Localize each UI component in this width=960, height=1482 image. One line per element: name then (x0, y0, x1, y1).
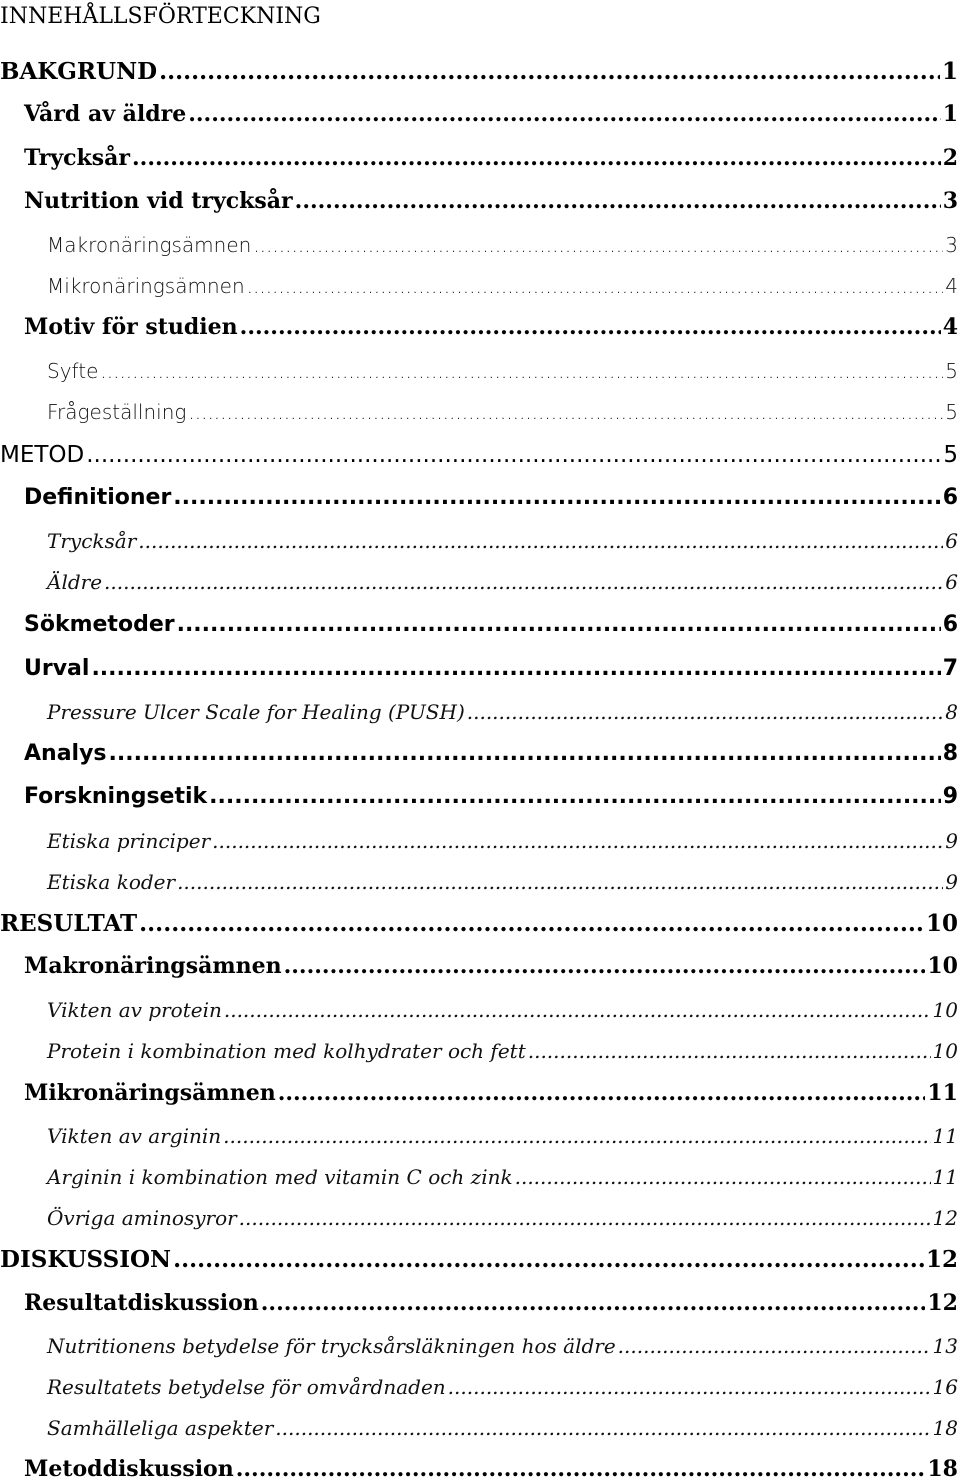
toc-entry-analys[interactable] (24, 741, 958, 766)
toc-entry-label: Resultatets betydelse för omvårdnaden (47, 1375, 446, 1399)
toc-entry-label: Syfte (47, 359, 99, 383)
toc-page-number: 6 (942, 612, 958, 637)
toc-page-number: 1 (941, 58, 958, 85)
dot-leader (86, 443, 941, 468)
toc-entry-label: Mikronäringsämnen (47, 274, 245, 298)
dot-leader (224, 1000, 931, 1022)
toc-page-number: 7 (942, 656, 958, 681)
toc-page-number: 10 (932, 1039, 958, 1063)
dot-leader (132, 147, 941, 171)
dot-leader (209, 785, 941, 809)
toc-page-number: 18 (927, 1456, 958, 1482)
dot-leader (91, 657, 940, 681)
toc-page-number: 6 (945, 570, 958, 594)
dot-leader (247, 276, 944, 298)
toc-entry-label: BAKGRUND (0, 58, 158, 85)
dot-leader (188, 103, 940, 127)
toc-entry-label: Sökmetoder (24, 612, 175, 637)
toc-page-number: 6 (945, 529, 958, 553)
toc-entry-definitioner[interactable] (24, 485, 958, 510)
toc-entry-diskussion[interactable] (0, 1246, 958, 1273)
toc-entry-label: Frågeställning (47, 400, 187, 424)
toc-entry-forskningsetik[interactable] (24, 784, 958, 809)
toc-entry-label: Pressure Ulcer Scale for Healing (PUSH) (47, 700, 465, 724)
toc-page-number: 10 (932, 998, 958, 1022)
toc-page-number: 2 (942, 145, 958, 171)
toc-page-number: 9 (945, 829, 958, 853)
toc-entry-label: Nutrition vid trycksår (24, 188, 293, 214)
toc-entry-label: Mikronäringsämnen (24, 1080, 276, 1106)
toc-entry-motiv-for-studien[interactable] (24, 314, 958, 340)
toc-entry-label: Övriga aminosyror (47, 1206, 237, 1230)
toc-entry-label: Protein i kombination med kolhydrater och fett (47, 1039, 526, 1063)
toc-page-number: 18 (932, 1416, 958, 1440)
toc-entry-label: Analys (24, 741, 107, 766)
dot-leader (515, 1167, 931, 1189)
toc-entry-label: Motiv för studien (24, 314, 238, 340)
toc-entry-label: Forskningsetik (24, 784, 208, 809)
toc-page-number: 4 (942, 314, 958, 340)
toc-entry-ovriga-aminosyror[interactable] (47, 1206, 958, 1230)
toc-page-number: 4 (945, 274, 958, 298)
dot-leader (173, 1248, 924, 1273)
toc-entry-mikronaringsamnen-res[interactable] (24, 1080, 958, 1106)
dot-leader (177, 613, 941, 637)
dot-leader (188, 402, 943, 424)
toc-page-number: 10 (927, 953, 958, 979)
toc-entry-urval[interactable] (24, 656, 958, 681)
toc-page-number: 6 (942, 485, 958, 510)
toc-entry-label: DISKUSSION (0, 1246, 172, 1273)
toc-entry-label: Trycksår (24, 145, 131, 171)
toc-page-number: 9 (942, 784, 958, 809)
toc-entry-label: Urval (24, 656, 90, 681)
toc-entry-arginin-kombination[interactable] (47, 1165, 958, 1189)
toc-page-number: 5 (943, 442, 958, 468)
dot-leader (239, 1208, 931, 1230)
toc-page-number: 11 (932, 1165, 958, 1189)
toc-entry-label: Trycksår (47, 529, 137, 553)
dot-leader (100, 361, 943, 383)
toc-entry-label: Vikten av protein (47, 998, 222, 1022)
dot-leader (275, 1418, 930, 1440)
dot-leader (159, 60, 940, 85)
toc-page-number: 3 (942, 188, 958, 214)
toc-page-number: 12 (932, 1206, 958, 1230)
toc-entry-label: Definitioner (24, 485, 172, 510)
dot-leader (253, 235, 943, 257)
toc-entry-nutrition-vid-trycksar[interactable] (24, 188, 958, 214)
dot-leader (240, 316, 941, 340)
dot-leader (212, 831, 943, 853)
dot-leader (278, 1082, 926, 1106)
dot-leader (177, 872, 943, 894)
toc-entry-fragestallning[interactable] (47, 400, 958, 424)
toc-entry-syfte[interactable] (47, 359, 958, 383)
toc-entry-makronaringsamnen[interactable] (47, 233, 958, 257)
toc-page-number: 16 (932, 1375, 958, 1399)
toc-entry-vard-av-aldre[interactable] (24, 101, 958, 127)
toc-page-number: 13 (932, 1334, 958, 1358)
toc-entry-metod[interactable] (0, 442, 958, 468)
toc-entry-resultatdiskussion[interactable] (24, 1290, 958, 1316)
toc-entry-label: RESULTAT (0, 910, 138, 937)
toc-entry-resultatets-betydelse[interactable] (47, 1375, 958, 1399)
toc-entry-label: Nutritionens betydelse för trycksårsläkningen hos äldre (47, 1334, 616, 1358)
dot-leader (618, 1336, 931, 1358)
dot-leader (261, 1292, 926, 1316)
toc-entry-label: Resultatdiskussion (24, 1290, 259, 1316)
toc-page-number: 5 (945, 400, 958, 424)
dot-leader (104, 572, 943, 594)
toc-page-number: 10 (925, 910, 958, 937)
toc-entry-protein-kombination[interactable] (47, 1039, 958, 1063)
toc-entry-label: Etiska koder (47, 870, 176, 894)
toc-entry-label: Etiska principer (47, 829, 211, 853)
toc-entry-metoddiskussion[interactable] (24, 1456, 958, 1482)
toc-page-number: 5 (945, 359, 958, 383)
toc-entry-trycksar[interactable] (24, 145, 958, 171)
dot-leader (284, 955, 926, 979)
toc-page-number: 11 (927, 1080, 958, 1106)
toc-entry-sokmetoder[interactable] (24, 612, 958, 637)
toc-page-number: 12 (925, 1246, 958, 1273)
toc-page-number: 8 (942, 741, 958, 766)
toc-page-number: 3 (945, 233, 958, 257)
dot-leader (295, 190, 941, 214)
toc-entry-label: Äldre (47, 570, 103, 594)
toc-entry-vikten-av-protein[interactable] (47, 998, 958, 1022)
dot-leader (467, 702, 944, 724)
toc-entry-aldre[interactable] (47, 570, 958, 594)
toc-entry-bakgrund[interactable] (0, 58, 958, 85)
toc-entry-vikten-av-arginin[interactable] (47, 1124, 958, 1148)
toc-entry-makronaringsamnen-res[interactable] (24, 953, 958, 979)
toc-page-number: 9 (945, 870, 958, 894)
dot-leader (138, 531, 943, 553)
toc-page-number: 1 (942, 101, 958, 127)
toc-entry-label: Vikten av arginin (47, 1124, 222, 1148)
toc-entry-trycksar-def[interactable] (47, 529, 958, 553)
toc-entry-label: Makronäringsämnen (47, 233, 252, 257)
dot-leader (448, 1377, 931, 1399)
toc-entry-label: Makronäringsämnen (24, 953, 282, 979)
dot-leader (139, 912, 924, 937)
toc-entry-label: METOD (0, 442, 85, 468)
toc-heading: INNEHÅLLSFÖRTECKNING (0, 4, 321, 29)
dot-leader (528, 1041, 931, 1063)
toc-entry-push[interactable] (47, 700, 958, 724)
toc-page-number: 8 (945, 700, 958, 724)
toc-entry-label: Metoddiskussion (24, 1456, 234, 1482)
toc-entry-etiska-principer[interactable] (47, 829, 958, 853)
dot-leader (223, 1126, 930, 1148)
toc-entry-nutritionens-betydelse[interactable] (47, 1334, 958, 1358)
toc-entry-samhalleliga-aspekter[interactable] (47, 1416, 958, 1440)
dot-leader (173, 486, 940, 510)
toc-entry-resultat[interactable] (0, 910, 958, 937)
toc-entry-etiska-koder[interactable] (47, 870, 958, 894)
toc-entry-label: Vård av äldre (24, 101, 187, 127)
dot-leader (236, 1458, 926, 1482)
toc-entry-mikronaringsamnen[interactable] (47, 274, 958, 298)
toc-entry-label: Arginin i kombination med vitamin C och zink (47, 1165, 513, 1189)
toc-page-number: 11 (932, 1124, 958, 1148)
dot-leader (109, 742, 941, 766)
toc-page-number: 12 (927, 1290, 958, 1316)
toc-entry-label: Samhälleliga aspekter (47, 1416, 274, 1440)
